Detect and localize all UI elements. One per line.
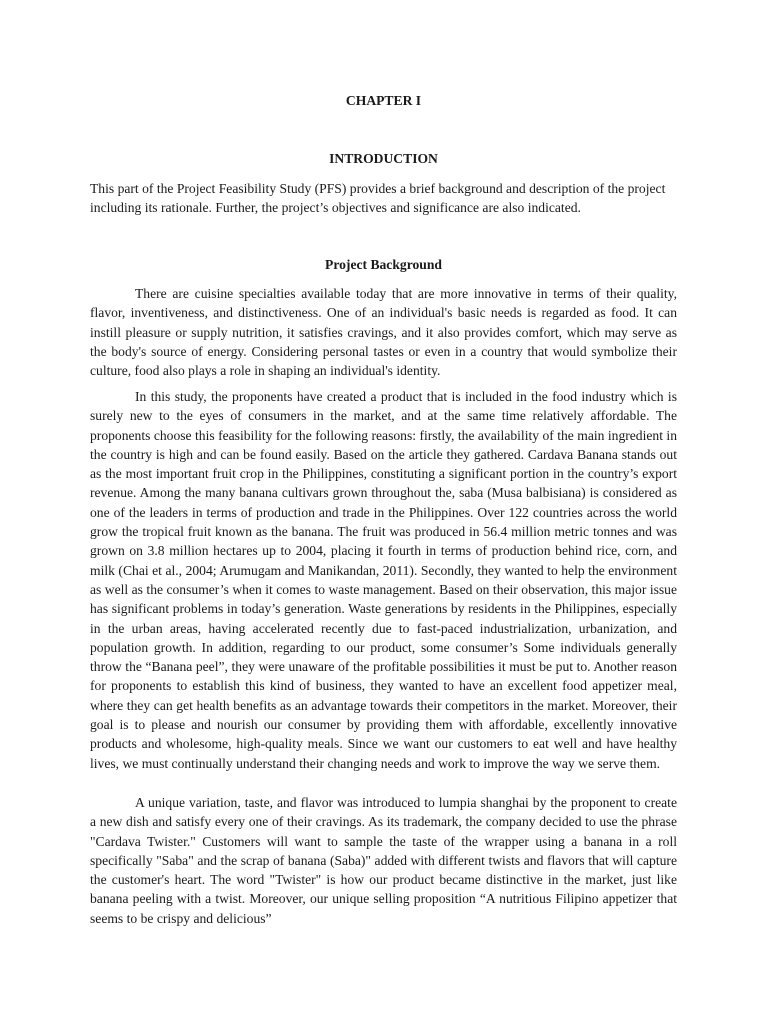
body-paragraph: There are cuisine specialties available today that are more innovative in terms of their quality, flavor, inventiveness, and distinctiveness. One of an individual's basic needs is regarded as food. It can instill pleasure or supply nutrition, it satisfies cravings, and it also provides comfort, which may serve as the body's source of energy. Considering personal tastes or even in a country that would symbolize their culture, food also plays a role in shaping an individual's identity. [90, 286, 677, 379]
section-title: INTRODUCTION [329, 151, 438, 166]
body-paragraph: A unique variation, taste, and flavor was introduced to lumpia shanghai by the proponent to create a new dish and satisfy every one of their cravings. As its trademark, the company decided to use the phrase "Cardava Twister." Customers will want to sample the taste of the wrapper using a banana in a roll specifically "Saba" and the scrap of banana (Saba)" added with different twists and flavors that will capture the customer's heart. The word "Twister" is how our product became distinctive in the market, just like banana peeling with a twist. Moreover, our unique selling proposition “A nutritious Filipino appetizer that seems to be crispy and delicious” [90, 795, 677, 926]
body-paragraph: In this study, the proponents have created a product that is included in the food industry which is surely new to the eyes of consumers in the market, and at the same time relatively affordable. The proponents choose this feasibility for the following reasons: firstly, the availability of the main ingredient in the country is high and can be found easily. Based on the article they gathered. Cardava Banana stands out as the most important fruit crop in the Philippines, constituting a significant portion in the country’s export revenue. Among the many banana cultivars grown throughout the, saba (Musa balbisiana) is considered as one of the leaders in terms of production and trade in the Philippines. Over 122 countries across the world grow the tropical fruit known as the banana. The fruit was produced in 56.4 million metric tonnes and was grown on 3.8 million hectares up to 2004, placing it fourth in terms of production behind rice, corn, and milk (Chai et al., 2004; Arumugam and Manikandan, 2011). Secondly, they wanted to help the environment as well as the consumer’s when it comes to waste management. Based on their observation, this major issue has significant problems in today’s generation. Waste generations by residents in the Philippines, especially in the urban areas, having accelerated recently due to fast-paced industrialization, urbanization, and population growth. In addition, regarding to our product, some consumer’s Some individuals generally throw the “Banana peel”, they were unaware of the profitable possibilities it must be put to. Another reason for proponents to establish this kind of business, they wanted to have an excellent food appetizer meal, where they can get health benefits as an advantage towards their competitors in the market. Moreover, their goal is to please and nourish our consumer by providing them with affordable, excellently innovative products and wholesome, high-quality meals. Since we want our customers to eat well and have healthy lives, we must continually understand their changing needs and work to improve the way we serve them. [90, 389, 677, 771]
subsection-title: Project Background [325, 257, 442, 272]
chapter-heading: CHAPTER I [345, 93, 422, 108]
intro-paragraph: This part of the Project Feasibility Study (PFS) provides a brief background and description of the project including its rationale. Further, the project’s objectives and significance are also indicated. [90, 181, 666, 216]
